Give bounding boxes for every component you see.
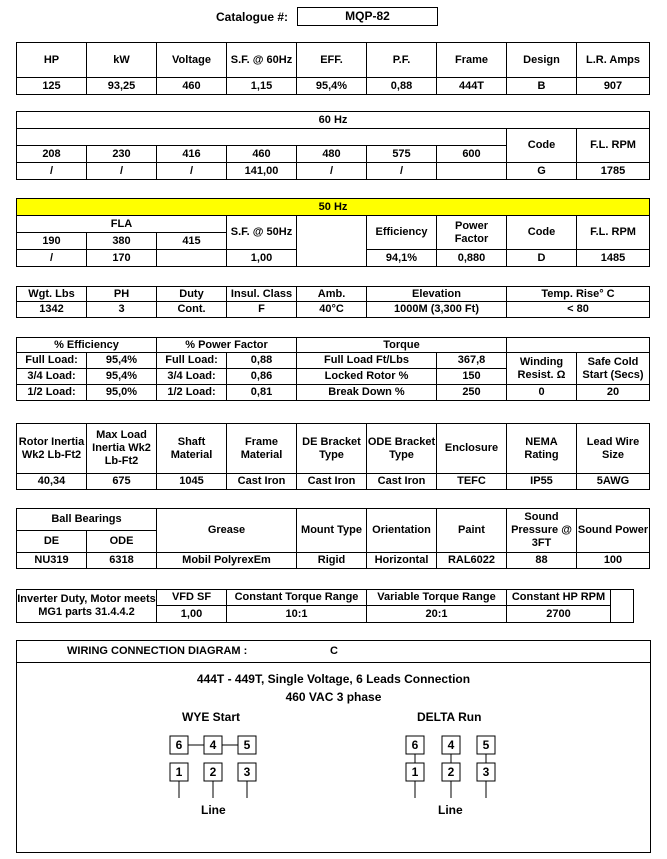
hz60-voltage: 416: [157, 146, 227, 163]
hz50-rpm: 1485: [577, 250, 650, 267]
hz60-voltage: 460: [227, 146, 297, 163]
ratings-value: 907: [577, 78, 650, 95]
mech-header: Lead Wire Size: [577, 424, 650, 474]
mech-header: Max Load Inertia Wk2 Lb-Ft2: [87, 424, 157, 474]
hz60-amps: [437, 163, 507, 180]
ratings-header: L.R. Amps: [577, 43, 650, 78]
perf-safe-value: 20: [577, 385, 650, 401]
bearings-header: Mount Type: [297, 509, 367, 553]
wye-title: WYE Start: [182, 710, 241, 724]
mech-value: 5AWG: [577, 474, 650, 490]
delta-top-terminal-label: 6: [411, 738, 419, 752]
mech-value: TEFC: [437, 474, 507, 490]
mech-value: 40,34: [17, 474, 87, 490]
general-header: PH: [87, 287, 157, 302]
mech-value: Cast Iron: [367, 474, 437, 490]
delta-bottom-terminal-label: 3: [482, 765, 490, 779]
catalogue-number: MQP-82: [297, 7, 438, 26]
general-header: Elevation: [367, 287, 507, 302]
mech-value: 675: [87, 474, 157, 490]
perf-torque-label: Break Down %: [297, 385, 437, 401]
inverter-label: Inverter Duty, Motor meets MG1 parts 31.4.4.2: [17, 590, 157, 623]
hz50-pf-label: Power Factor: [437, 216, 507, 250]
mech-value: 1045: [157, 474, 227, 490]
inverter-header: Constant Torque Range: [227, 590, 367, 606]
perf-pf-value: 0,86: [227, 369, 297, 385]
bearings-table: [16, 508, 650, 569]
delta-bottom-terminal-label: 2: [447, 765, 455, 779]
bearings-value: Mobil PolyrexEm: [157, 553, 297, 569]
hz60-table: [16, 111, 650, 180]
perf-eff-value: 95,4%: [87, 353, 157, 369]
mech-header: Frame Material: [227, 424, 297, 474]
bearings-de: NU319: [17, 553, 87, 569]
general-value: Cont.: [157, 302, 227, 318]
mech-value: IP55: [507, 474, 577, 490]
hz60-amps: /: [157, 163, 227, 180]
hz60-voltage: 230: [87, 146, 157, 163]
hz60-rpm: 1785: [577, 163, 650, 180]
wiring-diagram: [16, 640, 651, 853]
ratings-header: P.F.: [367, 43, 437, 78]
hz60-voltage: 208: [17, 146, 87, 163]
bearings-header: Sound Pressure @ 3FT: [507, 509, 577, 553]
ratings-value: 95,4%: [297, 78, 367, 95]
bearings-value: Rigid: [297, 553, 367, 569]
hz50-code: D: [507, 250, 577, 267]
hz60-code: G: [507, 163, 577, 180]
mech-header: ODE Bracket Type: [367, 424, 437, 474]
mech-header: NEMA Rating: [507, 424, 577, 474]
perf-torque-value: 150: [437, 369, 507, 385]
hz60-amps: /: [367, 163, 437, 180]
hz50-amps: [157, 250, 227, 267]
inverter-header: Constant HP RPM: [507, 590, 611, 606]
inverter-header: VFD SF: [157, 590, 227, 606]
hz60-voltage: 600: [437, 146, 507, 163]
ratings-header: Design: [507, 43, 577, 78]
general-value: 1342: [17, 302, 87, 318]
hz50-eff-label: Efficiency: [367, 216, 437, 250]
performance-table: [16, 337, 650, 401]
perf-winding-value: 0: [507, 385, 577, 401]
hz50-pf: 0,880: [437, 250, 507, 267]
mech-header: Rotor Inertia Wk2 Lb-Ft2: [17, 424, 87, 474]
hz50-voltage: 380: [87, 233, 157, 250]
perf-pf-label: 3/4 Load:: [157, 369, 227, 385]
inverter-value: 1,00: [157, 606, 227, 623]
hz50-amps: /: [17, 250, 87, 267]
ratings-header: Frame: [437, 43, 507, 78]
perf-eff-label: 3/4 Load:: [17, 369, 87, 385]
ratings-header: EFF.: [297, 43, 367, 78]
hz60-rpm-label: F.L. RPM: [577, 129, 650, 163]
hz50-blank-cell: [297, 216, 367, 267]
ratings-value: 0,88: [367, 78, 437, 95]
hz60-amps: /: [297, 163, 367, 180]
ratings-header: kW: [87, 43, 157, 78]
wye-top-terminal-label: 5: [243, 738, 251, 752]
perf-pf-title: % Power Factor: [157, 338, 297, 353]
bearings-header: Grease: [157, 509, 297, 553]
hz60-spacer: [17, 129, 507, 146]
ratings-value: B: [507, 78, 577, 95]
delta-title: DELTA Run: [417, 710, 482, 724]
bearings-ode: 6318: [87, 553, 157, 569]
bearings-value: RAL6022: [437, 553, 507, 569]
perf-eff-label: 1/2 Load:: [17, 385, 87, 401]
delta-top-terminal-label: 5: [482, 738, 490, 752]
wye-bottom-terminal-label: 3: [243, 765, 251, 779]
delta-bottom-terminal-label: 1: [411, 765, 419, 779]
hz50-eff: 94,1%: [367, 250, 437, 267]
hz50-voltage: 415: [157, 233, 227, 250]
hz60-amps: /: [17, 163, 87, 180]
perf-eff-label: Full Load:: [17, 353, 87, 369]
ratings-header: HP: [17, 43, 87, 78]
bearings-ode-label: ODE: [87, 531, 157, 553]
perf-pf-value: 0,81: [227, 385, 297, 401]
hz50-title: 50 Hz: [17, 199, 650, 216]
bearings-value: Horizontal: [367, 553, 437, 569]
general-header: Duty: [157, 287, 227, 302]
hz50-voltage: 190: [17, 233, 87, 250]
hz60-amps: 141,00: [227, 163, 297, 180]
wiring-subtitle: 460 VAC 3 phase: [285, 690, 382, 704]
hz60-code-label: Code: [507, 129, 577, 163]
general-value: F: [227, 302, 297, 318]
inverter-header: Variable Torque Range: [367, 590, 507, 606]
mech-header: DE Bracket Type: [297, 424, 367, 474]
perf-eff-value: 95,4%: [87, 369, 157, 385]
ratings-value: 125: [17, 78, 87, 95]
hz60-title: 60 Hz: [17, 112, 650, 129]
hz50-amps: 170: [87, 250, 157, 267]
bearings-header: Paint: [437, 509, 507, 553]
perf-pf-label: 1/2 Load:: [157, 385, 227, 401]
general-header: Temp. Rise° C: [507, 287, 650, 302]
bearings-header: Orientation: [367, 509, 437, 553]
ratings-header: S.F. @ 60Hz: [227, 43, 297, 78]
perf-torque-title: Torque: [297, 338, 507, 353]
wye-top-terminal-label: 6: [175, 738, 183, 752]
wye-bottom-terminal-label: 1: [175, 765, 183, 779]
mech-header: Enclosure: [437, 424, 507, 474]
inverter-value: 20:1: [367, 606, 507, 623]
general-value: 1000M (3,300 Ft): [367, 302, 507, 318]
ratings-header: Voltage: [157, 43, 227, 78]
wye-top-terminal-label: 4: [209, 738, 217, 752]
ratings-table: [16, 42, 650, 95]
perf-torque-value: 367,8: [437, 353, 507, 369]
mech-header: Shaft Material: [157, 424, 227, 474]
general-header: Amb.: [297, 287, 367, 302]
perf-pf-value: 0,88: [227, 353, 297, 369]
general-header: Wgt. Lbs: [17, 287, 87, 302]
wye-bottom-terminal-label: 2: [209, 765, 217, 779]
hz50-fla-label: FLA: [17, 216, 227, 233]
perf-eff-title: % Efficiency: [17, 338, 157, 353]
perf-safe-label: Safe Cold Start (Secs): [577, 353, 650, 385]
general-header: Insul. Class: [227, 287, 297, 302]
bearings-title: Ball Bearings: [17, 509, 157, 531]
general-value: < 80: [507, 302, 650, 318]
hz50-sf: 1,00: [227, 250, 297, 267]
inverter-value: 10:1: [227, 606, 367, 623]
mech-value: Cast Iron: [297, 474, 367, 490]
perf-torque-value: 250: [437, 385, 507, 401]
ratings-value: 1,15: [227, 78, 297, 95]
wiring-label: WIRING CONNECTION DIAGRAM :: [67, 645, 248, 657]
catalogue-label: Catalogue #:: [216, 10, 289, 24]
perf-torque-label: Locked Rotor %: [297, 369, 437, 385]
wiring-title: 444T - 449T, Single Voltage, 6 Leads Connection: [196, 672, 471, 686]
hz50-rpm-label: F.L. RPM: [577, 216, 650, 250]
inverter-value: 2700: [507, 606, 611, 623]
delta-line-label: Line: [438, 803, 463, 817]
hz50-code-label: Code: [507, 216, 577, 250]
bearings-header: Sound Power: [577, 509, 650, 553]
ratings-value: 460: [157, 78, 227, 95]
bearings-value: 100: [577, 553, 650, 569]
hz50-sf-label: S.F. @ 50Hz: [227, 216, 297, 250]
ratings-value: 444T: [437, 78, 507, 95]
wiring-code: C: [330, 645, 338, 657]
bearings-value: 88: [507, 553, 577, 569]
connection-drawing: [17, 641, 650, 852]
delta-top-terminal-label: 4: [447, 738, 455, 752]
hz60-voltage: 575: [367, 146, 437, 163]
perf-eff-value: 95,0%: [87, 385, 157, 401]
general-value: 40°C: [297, 302, 367, 318]
general-value: 3: [87, 302, 157, 318]
hz50-table: [16, 198, 650, 267]
bearings-de-label: DE: [17, 531, 87, 553]
perf-pf-label: Full Load:: [157, 353, 227, 369]
perf-spacer: [507, 338, 650, 353]
inverter-table: [16, 589, 634, 623]
wye-line-label: Line: [201, 803, 226, 817]
general-table: [16, 286, 650, 318]
ratings-value: 93,25: [87, 78, 157, 95]
hz60-amps: /: [87, 163, 157, 180]
inverter-spacer: [611, 590, 634, 623]
mech-value: Cast Iron: [227, 474, 297, 490]
hz60-voltage: 480: [297, 146, 367, 163]
mechanical-table: [16, 423, 650, 490]
perf-winding-label: Winding Resist. Ω: [507, 353, 577, 385]
perf-torque-label: Full Load Ft/Lbs: [297, 353, 437, 369]
